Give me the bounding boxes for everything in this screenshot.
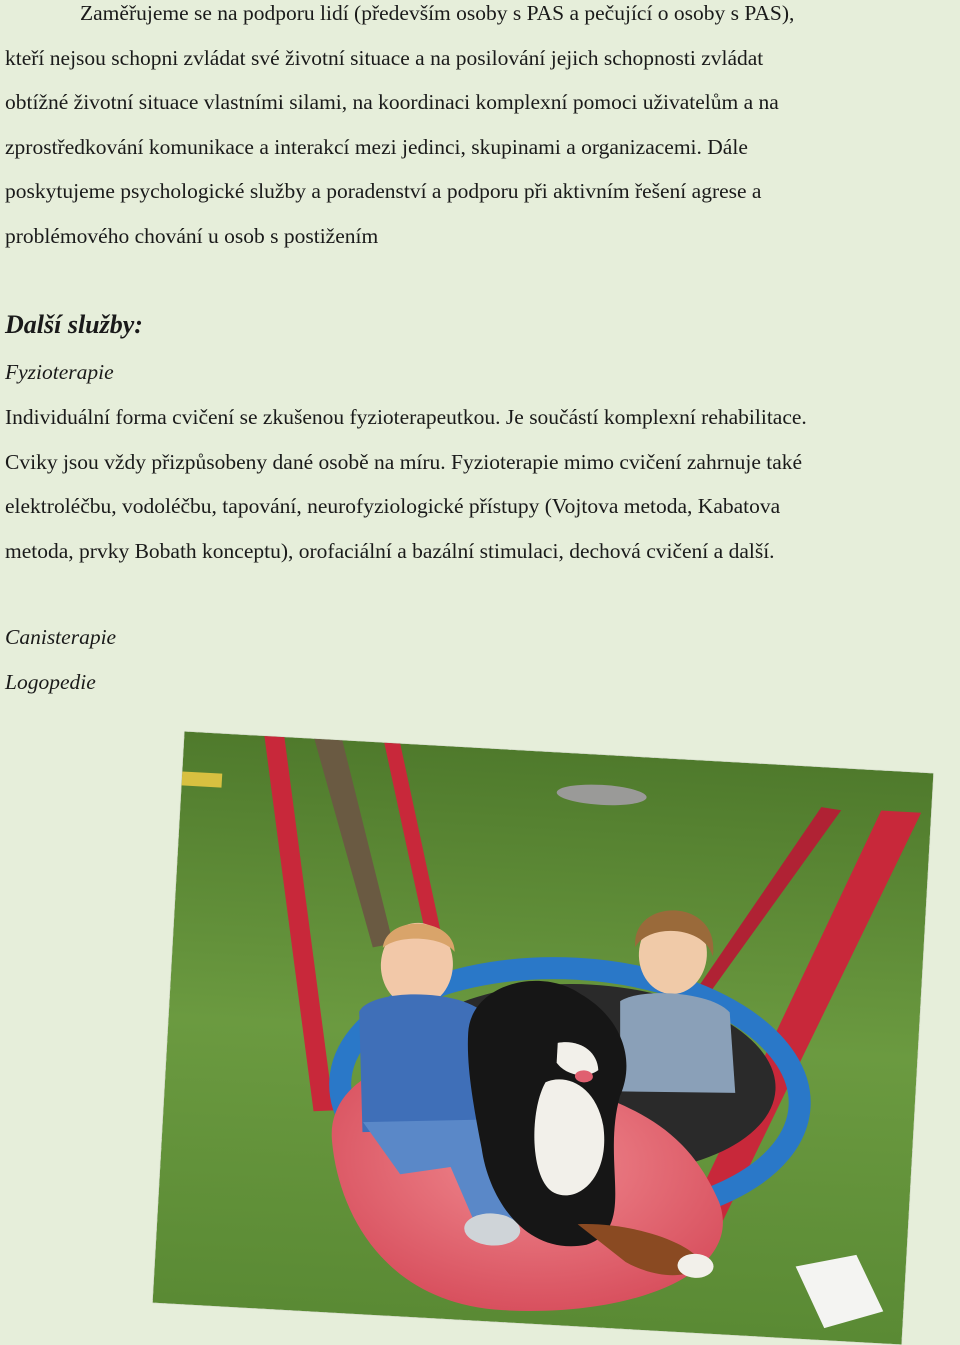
intro-line-2: kteří nejsou schopni zvládat své životní situace a na posilování jejich schopnosti zvládat <box>5 45 764 70</box>
intro-line-1: Zaměřujeme se na podporu lidí (především osoby s PAS a pečující o osoby s PAS), <box>80 1 795 25</box>
intro-line-3: obtížné životní situace vlastními silami, na koordinaci komplexní pomoci uživatelům a na <box>5 90 779 114</box>
physio-line-3: elektroléčbu, vodoléčbu, tapování, neurofyziologické přístupy (Vojtova metoda, Kabatova <box>5 494 781 518</box>
intro-line-4: zprostředkování komunikace a interakcí mezi jedinci, skupinami a organizacemi. Dále <box>5 134 748 159</box>
intro-paragraph <box>5 0 957 258</box>
physiotherapy-title: Fyzioterapie <box>5 360 114 384</box>
physio-line-1: Individuální forma cvičení se zkušenou fyzioterapeutkou. Je součástí komplexní rehabilitace. <box>5 405 807 429</box>
intro-line-5: poskytujeme psychologické služby a poradenství a podporu při aktivním řešení agrese a <box>5 179 762 203</box>
physio-line-2: Cviky jsou vždy přizpůsobeny dané osobě na míru. Fyzioterapie mimo cvičení zahrnuje také <box>5 449 803 474</box>
right-child-shirt <box>615 991 740 1098</box>
photo-illustration <box>153 732 934 1345</box>
services-heading: Další služby: <box>5 310 143 339</box>
physio-line-4: metoda, prvky Bobath konceptu), orofaciální a bazální stimulaci, dechová cvičení a další. <box>5 538 775 563</box>
physiotherapy-paragraph <box>5 395 957 573</box>
speech-therapy-title: Logopedie <box>5 670 96 694</box>
intro-line-6: problémového chování u osob s postižením <box>5 223 379 248</box>
canistherapy-title: Canisterapie <box>5 625 117 649</box>
photo-children-dog-swing <box>153 732 934 1345</box>
bench-object <box>182 771 223 787</box>
